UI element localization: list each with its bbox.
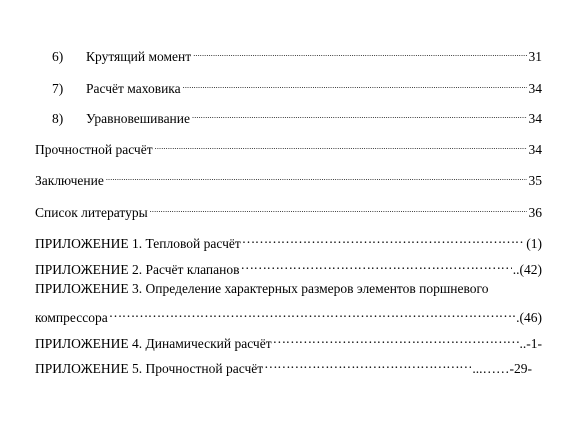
ellipsis-leader <box>241 256 512 274</box>
ellipsis-leader <box>273 330 519 348</box>
toc-page-number: 31 <box>528 49 542 64</box>
toc-appendix-3-line1 <box>35 280 542 298</box>
appendix-label: ПРИЛОЖЕНИЕ 5. Прочностной расчёт <box>35 361 264 376</box>
ellipsis-leader <box>242 230 526 248</box>
appendix-page-number: ...……-29- <box>472 361 532 376</box>
dot-leader <box>106 167 527 185</box>
dot-leader <box>193 43 526 61</box>
toc-page-number: 34 <box>528 111 542 126</box>
dot-leader <box>155 136 527 154</box>
dot-leader <box>192 105 527 123</box>
toc-page-number: 35 <box>528 173 542 188</box>
toc-sub-item-6 <box>52 43 542 64</box>
ellipsis-leader <box>109 304 515 322</box>
toc-appendix-5 <box>35 355 532 376</box>
appendix-label: ПРИЛОЖЕНИЕ 1. Тепловой расчёт <box>35 236 241 251</box>
ellipsis-leader <box>264 355 471 373</box>
appendix-label-continued: компрессора <box>35 310 108 325</box>
toc-item-conclusion <box>35 167 542 188</box>
toc-appendix-4 <box>35 330 542 351</box>
toc-sub-item-7 <box>52 75 542 96</box>
toc-page-number: 34 <box>528 81 542 96</box>
appendix-page-number: (1) <box>526 236 542 251</box>
dot-leader <box>183 75 527 93</box>
toc-page-number: 36 <box>528 205 542 220</box>
toc-item-label: Заключение <box>35 173 104 188</box>
toc-item-label: Список литературы <box>35 205 148 220</box>
toc-appendix-2 <box>35 256 542 277</box>
toc-sub-item-label: Расчёт маховика <box>86 81 181 96</box>
toc-sub-item-number: 8) <box>52 111 64 126</box>
toc-sub-item-number: 6) <box>52 49 64 64</box>
toc-item-strength <box>35 136 542 157</box>
toc-appendix-3-line2 <box>35 304 542 325</box>
toc-sub-item-number: 7) <box>52 81 64 96</box>
appendix-page-number: ..(42) <box>512 262 542 277</box>
toc-appendix-1 <box>35 230 542 251</box>
toc-sub-item-label: Уравновешивание <box>86 111 190 126</box>
appendix-label: ПРИЛОЖЕНИЕ 4. Динамический расчёт <box>35 336 272 351</box>
appendix-page-number: ..-1- <box>519 336 542 351</box>
toc-item-references <box>35 199 542 220</box>
toc-item-label: Прочностной расчёт <box>35 142 153 157</box>
appendix-page-number: .(46) <box>516 310 542 325</box>
appendix-label: ПРИЛОЖЕНИЕ 3. Определение характерных размеров элементов поршневого <box>35 281 489 296</box>
dot-leader <box>150 199 527 217</box>
toc-page-number: 34 <box>528 142 542 157</box>
appendix-label: ПРИЛОЖЕНИЕ 2. Расчёт клапанов <box>35 262 240 277</box>
toc-sub-item-8 <box>52 105 542 126</box>
toc-sub-item-label: Крутящий момент <box>86 49 192 64</box>
